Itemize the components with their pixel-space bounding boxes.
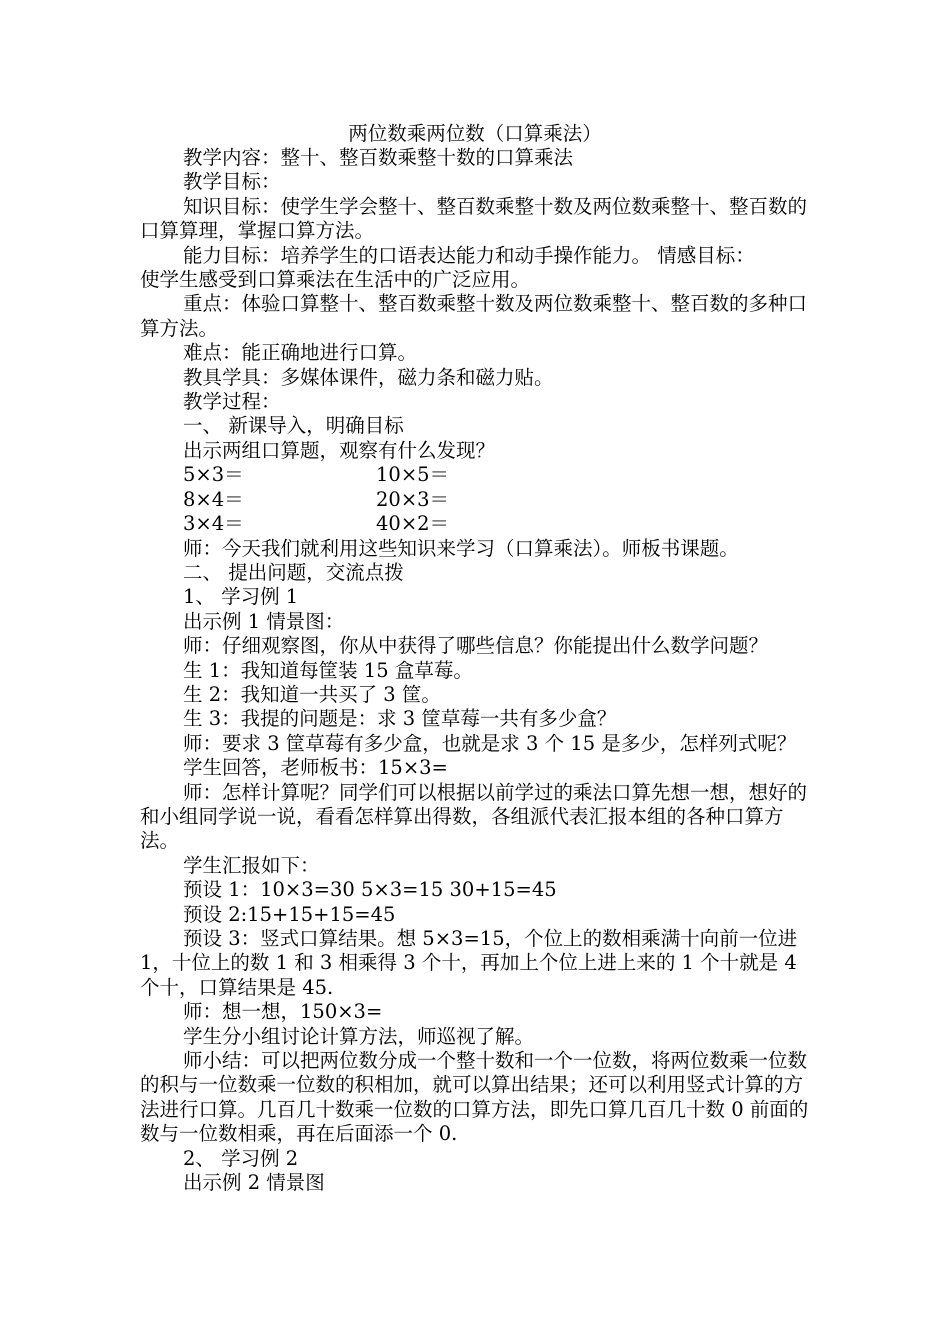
knowledge-goal: 知识目标：使学生学会整十、整百数乘整十数及两位数乘整十、整百数的口算算理，掌握口算方法。 xyxy=(140,194,808,243)
document-title: 两位数乘两位数（口算乘法） xyxy=(348,122,602,145)
document-body xyxy=(140,146,815,1195)
ability-goal-line2: 使学生感受到口算乘法在生活中的广泛应用。 xyxy=(140,268,531,292)
problem-left: 5×3＝ xyxy=(183,463,244,487)
problem-row xyxy=(140,488,815,512)
teaching-content: 教学内容：整十、整百数乘整十数的口算乘法 xyxy=(183,146,574,169)
report-label: 学生汇报如下： xyxy=(183,853,320,877)
problem-left: 3×4＝ xyxy=(183,512,244,536)
student-answer: 学生回答，老师板书：15×3= xyxy=(183,756,448,780)
student-2: 生 2：我知道一共买了 3 筐。 xyxy=(183,682,441,706)
teacher-how: 师：怎样计算呢？同学们可以根据以前学过的乘法口算先想一想，想好的和小组同学说一说，看看怎样算出得数，各组派代表汇报本组的各种口算方法。 xyxy=(140,780,808,853)
show-example-1: 出示例 1 情景图： xyxy=(183,609,345,633)
problem-row xyxy=(140,463,815,487)
problem-right: 20×3＝ xyxy=(376,487,450,511)
problem-left: 8×4＝ xyxy=(183,487,244,511)
teaching-tools: 教具学具：多媒体课件，磁力条和磁力贴。 xyxy=(183,365,554,389)
preset-3: 预设 3：竖式口算结果。想 5×3=15，个位上的数相乘满十向前一位进 1，十位上的数 1 和 3 相乘得 3 个十，再加上个位上进上来的 1 个十就是 4 个十，口算结果是 45. xyxy=(140,927,798,999)
teacher-ask: 师：要求 3 筐草莓有多少盒，也就是求 3 个 15 是多少，怎样列式呢？ xyxy=(183,731,797,755)
show-two-groups: 出示两组口算题，观察有什么发现？ xyxy=(183,438,496,462)
preset-2: 预设 2:15+15+15=45 xyxy=(183,902,396,926)
key-point: 重点：体验口算整十、整百数乘整十数及两位数乘整十、整百数的多种口算方法。 xyxy=(140,292,808,340)
teacher-think: 师：想一想，150×3= xyxy=(183,1000,383,1024)
section-heading-2: 二、 提出问题，交流点拨 xyxy=(183,560,404,584)
student-3: 生 3：我提的问题是：求 3 筐草莓一共有多少盒？ xyxy=(183,707,617,731)
student-1: 生 1：我知道每筐装 15 盒草莓。 xyxy=(183,658,473,682)
section-heading-1: 一、 新课导入，明确目标 xyxy=(183,414,404,438)
problem-row xyxy=(140,512,815,536)
problem-right: 40×2＝ xyxy=(376,512,450,536)
group-discuss: 学生分小组讨论计算方法，师巡视了解。 xyxy=(183,1024,535,1048)
example-1-heading: 1、 学习例 1 xyxy=(183,585,299,609)
preset-1: 预设 1：10×3=30 5×3=15 30+15=45 xyxy=(183,878,557,902)
difficulty: 难点：能正确地进行口算。 xyxy=(183,341,418,365)
teacher-summary: 师小结：可以把两位数分成一个整十数和一个一位数，将两位数乘一位数的积与一位数乘一位数的积相加，就可以算出结果；还可以利用竖式计算的方法进行口算。几百几十数乘一位数的口算方法，即先口算几百几十数 0 前面的数与一位数相乘，再在后面添一个 0. xyxy=(140,1049,809,1146)
show-example-2: 出示例 2 情景图 xyxy=(183,1171,325,1195)
problem-right: 10×5＝ xyxy=(376,463,450,487)
example-2-heading: 2、 学习例 2 xyxy=(183,1146,299,1170)
teacher-today: 师：今天我们就利用这些知识来学习（口算乘法）。师板书课题。 xyxy=(183,536,739,560)
teaching-process-label: 教学过程： xyxy=(183,390,281,414)
ability-goal-line1: 能力目标：培养学生的口语表达能力和动手操作能力。 情感目标： xyxy=(183,243,755,267)
teaching-goals-label: 教学目标： xyxy=(183,170,281,194)
teacher-observe: 师：仔细观察图，你从中获得了哪些信息？你能提出什么数学问题？ xyxy=(183,634,769,658)
